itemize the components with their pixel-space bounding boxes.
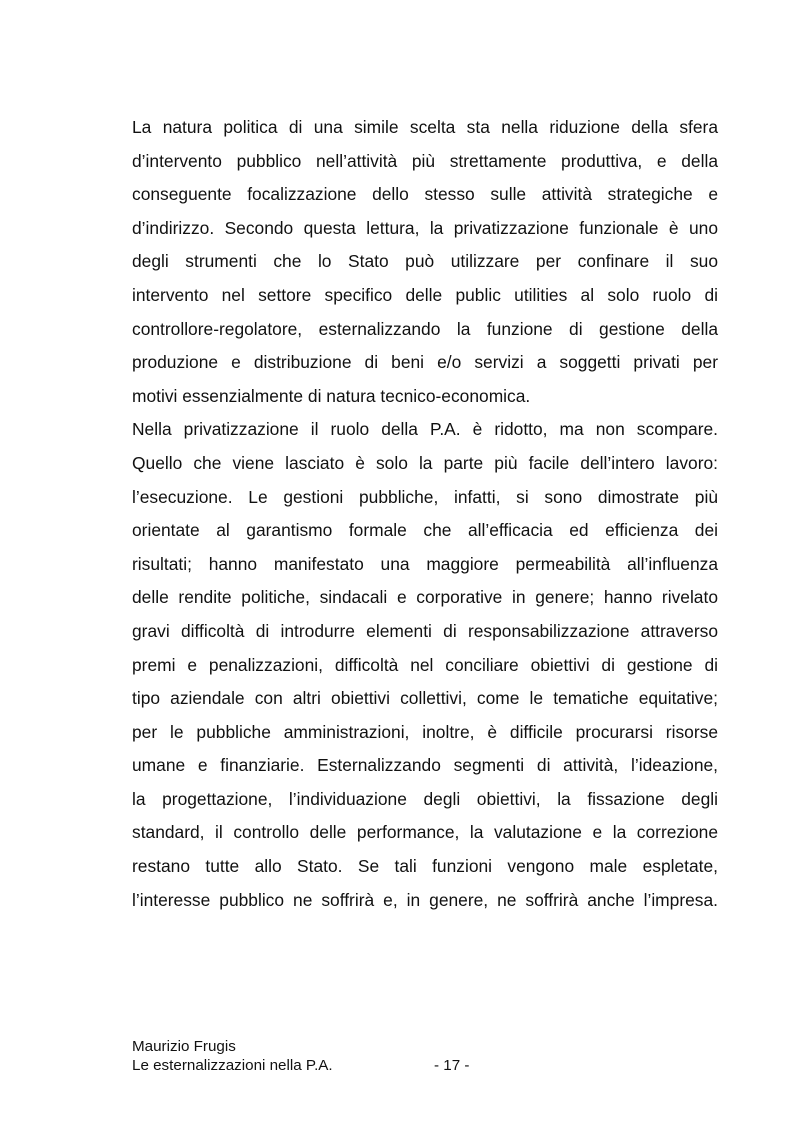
paragraph-1: [132, 111, 718, 413]
text-line: umane e finanziarie. Esternalizzando segmenti di attività, l’ideazione,: [132, 755, 718, 776]
text-line: restano tutte allo Stato. Se tali funzioni vengono male espletate,: [132, 856, 718, 877]
text-line: delle rendite politiche, sindacali e corporative in genere; hanno rivelato: [132, 587, 718, 608]
paragraph-2: [132, 413, 718, 917]
text-line: per le pubbliche amministrazioni, inoltre, è difficile procurarsi risorse: [132, 721, 718, 742]
footer-row: [132, 1056, 718, 1075]
text-line: l’esecuzione. Le gestioni pubbliche, infatti, si sono dimostrate più: [132, 486, 718, 507]
text-line: motivi essenzialmente di natura tecnico-economica.: [132, 385, 531, 406]
text-line: la progettazione, l’individuazione degli obiettivi, la fissazione degli: [132, 788, 718, 809]
text-line: gravi difficoltà di introdurre elementi di responsabilizzazione attraverso: [132, 620, 718, 641]
text-line: produzione e distribuzione di beni e/o servizi a soggetti privati per: [132, 352, 718, 373]
footer-page-number: - 17 -: [434, 1057, 470, 1074]
text-line: tipo aziendale con altri obiettivi collettivi, come le tematiche equitative;: [132, 688, 718, 709]
footer-document-title: Le esternalizzazioni nella P.A.: [132, 1057, 333, 1074]
body-text: [132, 111, 718, 917]
text-line: La natura politica di una simile scelta sta nella riduzione della sfera: [132, 117, 718, 137]
text-line: orientate al garantismo formale che all’efficacia ed efficienza dei: [132, 520, 718, 541]
text-line: premi e penalizzazioni, difficoltà nel conciliare obiettivi di gestione di: [132, 654, 718, 675]
text-line: risultati; hanno manifestato una maggiore permeabilità all’influenza: [132, 553, 718, 574]
text-line: intervento nel settore specifico delle public utilities al solo ruolo di: [132, 284, 718, 305]
text-line: degli strumenti che lo Stato può utilizzare per confinare il suo: [132, 251, 718, 272]
text-line: d’indirizzo. Secondo questa lettura, la privatizzazione funzionale è uno: [132, 217, 718, 238]
page-footer: [132, 1037, 718, 1075]
text-line: conseguente focalizzazione dello stesso sulle attività strategiche e: [132, 184, 718, 205]
text-line: standard, il controllo delle performance, la valutazione e la correzione: [132, 822, 718, 843]
text-line: controllore-regolatore, esternalizzando la funzione di gestione della: [132, 318, 718, 339]
text-line: l’interesse pubblico ne soffrirà e, in genere, ne soffrirà anche l’impresa.: [132, 889, 718, 910]
text-line: Quello che viene lasciato è solo la parte più facile dell’intero lavoro:: [132, 452, 718, 473]
text-line: d’intervento pubblico nell’attività più strettamente produttiva, e della: [132, 150, 718, 171]
text-line: Nella privatizzazione il ruolo della P.A. è ridotto, ma non scompare.: [132, 419, 718, 440]
footer-author: Maurizio Frugis: [132, 1038, 236, 1055]
